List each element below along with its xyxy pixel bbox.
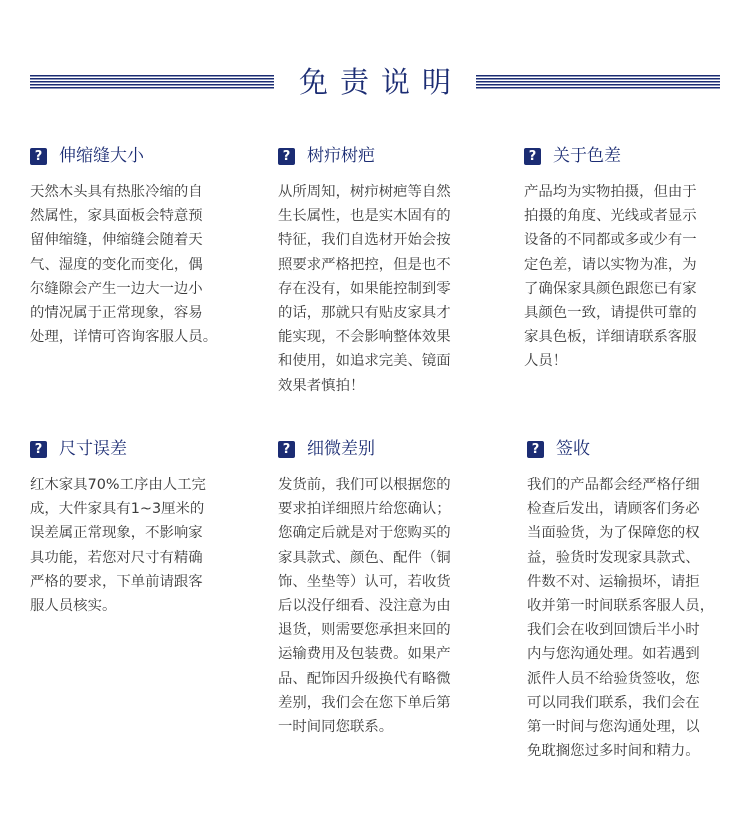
- body-line: 处理，详情可咨询客服人员。: [30, 329, 218, 346]
- body-line: 气、湿度的变化而变化，偶: [30, 256, 203, 273]
- body-line: 运输费用及包装费。如果产: [278, 646, 451, 663]
- body-line: 发货前，我们可以根据您的: [278, 477, 451, 493]
- body-line: 具颜色一致，请提供可靠的: [524, 305, 697, 322]
- body-line: 可以同我们联系，我们会在: [527, 694, 700, 711]
- body-line: 具功能，若您对尺寸有精确: [30, 549, 203, 566]
- body-line: 家具款式、颜色、配件（铜: [278, 549, 451, 566]
- section-heading: [30, 438, 230, 460]
- body-line: 生长属性，也是实木固有的: [278, 208, 451, 225]
- section-size-error: [30, 438, 230, 618]
- body-line: 红木家具70%工序由人工完: [30, 477, 206, 493]
- body-line: 拍摄的角度、光线或者显示: [524, 208, 697, 225]
- page-title: 免责说明: [298, 65, 463, 99]
- section-body: [278, 180, 478, 398]
- section-heading-text: 签收: [556, 439, 590, 459]
- question-icon: ?: [278, 148, 295, 165]
- section-heading: [278, 145, 478, 167]
- section-heading-text: 伸缩缝大小: [59, 146, 144, 166]
- body-line: 当面验货，为了保障您的权: [527, 525, 700, 542]
- section-body: [527, 473, 727, 763]
- body-line: 天然木头具有热胀冷缩的自: [30, 184, 203, 200]
- body-line: 严格的要求，下单前请跟客: [30, 573, 203, 590]
- body-line: 能实现，不会影响整体效果: [278, 329, 451, 346]
- body-line: 和使用，如追求完美、镜面: [278, 353, 451, 370]
- body-line: 检查后发出，请顾客们务必: [527, 501, 700, 518]
- body-line: 后以没仔细看、没注意为由: [278, 598, 451, 615]
- body-line: 益，验货时发现家具款式、: [527, 549, 700, 566]
- section-body: [30, 180, 230, 349]
- body-line: 留伸缩缝，伸缩缝会随着天: [30, 232, 203, 249]
- section-sign-receipt: [527, 438, 727, 763]
- body-line: 的话，那就只有贴皮家具才: [278, 305, 451, 322]
- body-line: 饰、坐垫等）认可，若收货: [278, 573, 451, 590]
- section-heading: [278, 438, 478, 460]
- body-line: 效果者慎拍！: [278, 377, 365, 394]
- body-line: 服人员核实。: [30, 598, 117, 615]
- section-heading-text: 树疖树疤: [307, 146, 375, 166]
- body-line: 从所周知，树疖树疤等自然: [278, 184, 451, 200]
- body-line: 照要求严格把控，但是也不: [278, 256, 451, 273]
- title-decoration-right: [476, 75, 720, 89]
- section-expansion-joint: [30, 145, 230, 349]
- section-heading: [524, 145, 724, 167]
- body-line: 然属性，家具面板会特意预: [30, 208, 203, 225]
- body-line: 设备的不同都或多或少有一: [524, 232, 697, 249]
- body-line: 误差属正常现象，不影响家: [30, 525, 203, 542]
- body-line: 品、配饰因升级换代有略微: [278, 670, 451, 687]
- body-line: 派件人员不给验货签收，您: [527, 670, 700, 687]
- section-heading-text: 细微差别: [307, 439, 375, 459]
- question-icon: ?: [30, 441, 47, 458]
- section-body: [30, 473, 230, 618]
- body-line: 件数不对、运输损坏，请拒: [527, 573, 700, 590]
- body-line: 收并第一时间联系客服人员，: [527, 598, 715, 615]
- body-line: 家具色板，详细请联系客服: [524, 329, 697, 346]
- section-heading: [527, 438, 727, 460]
- title-row: [30, 62, 720, 102]
- body-line: 第一时间与您沟通处理，以: [527, 719, 700, 736]
- question-icon: ?: [524, 148, 541, 165]
- section-subtle-difference: [278, 438, 478, 739]
- body-line: 产品均为实物拍摄，但由于: [524, 184, 697, 200]
- question-icon: ?: [278, 441, 295, 458]
- body-line: 的情况属于正常现象，容易: [30, 305, 203, 322]
- body-line: 我们会在收到回馈后半小时: [527, 622, 700, 639]
- body-line: 要求拍详细照片给您确认；: [278, 501, 451, 518]
- body-line: 存在没有，如果能控制到零: [278, 280, 451, 297]
- question-icon: ?: [527, 441, 544, 458]
- body-line: 我们的产品都会经严格仔细: [527, 477, 700, 493]
- section-body: [278, 473, 478, 739]
- body-line: 一时间同您联系。: [278, 719, 394, 736]
- section-color-difference: [524, 145, 724, 374]
- section-wood-knots: [278, 145, 478, 398]
- body-line: 内与您沟通处理。如若遇到: [527, 646, 700, 663]
- body-line: 定色差，请以实物为准，为: [524, 256, 697, 273]
- body-line: 尔缝隙会产生一边大一边小: [30, 280, 203, 297]
- body-line: 人员！: [524, 353, 568, 370]
- section-body: [524, 180, 724, 374]
- body-line: 退货，则需要您承担来回的: [278, 622, 451, 639]
- body-line: 您确定后就是对于您购买的: [278, 525, 451, 542]
- question-icon: ?: [30, 148, 47, 165]
- section-heading-text: 尺寸误差: [59, 439, 127, 459]
- section-heading-text: 关于色差: [553, 146, 621, 166]
- body-line: 差别，我们会在您下单后第: [278, 694, 451, 711]
- body-line: 了确保家具颜色跟您已有家: [524, 280, 697, 297]
- body-line: 成，大件家具有1~3厘米的: [30, 501, 205, 518]
- body-line: 免耽搁您过多时间和精力。: [527, 743, 700, 760]
- body-line: 特征，我们自选材开始会按: [278, 232, 451, 249]
- section-heading: [30, 145, 230, 167]
